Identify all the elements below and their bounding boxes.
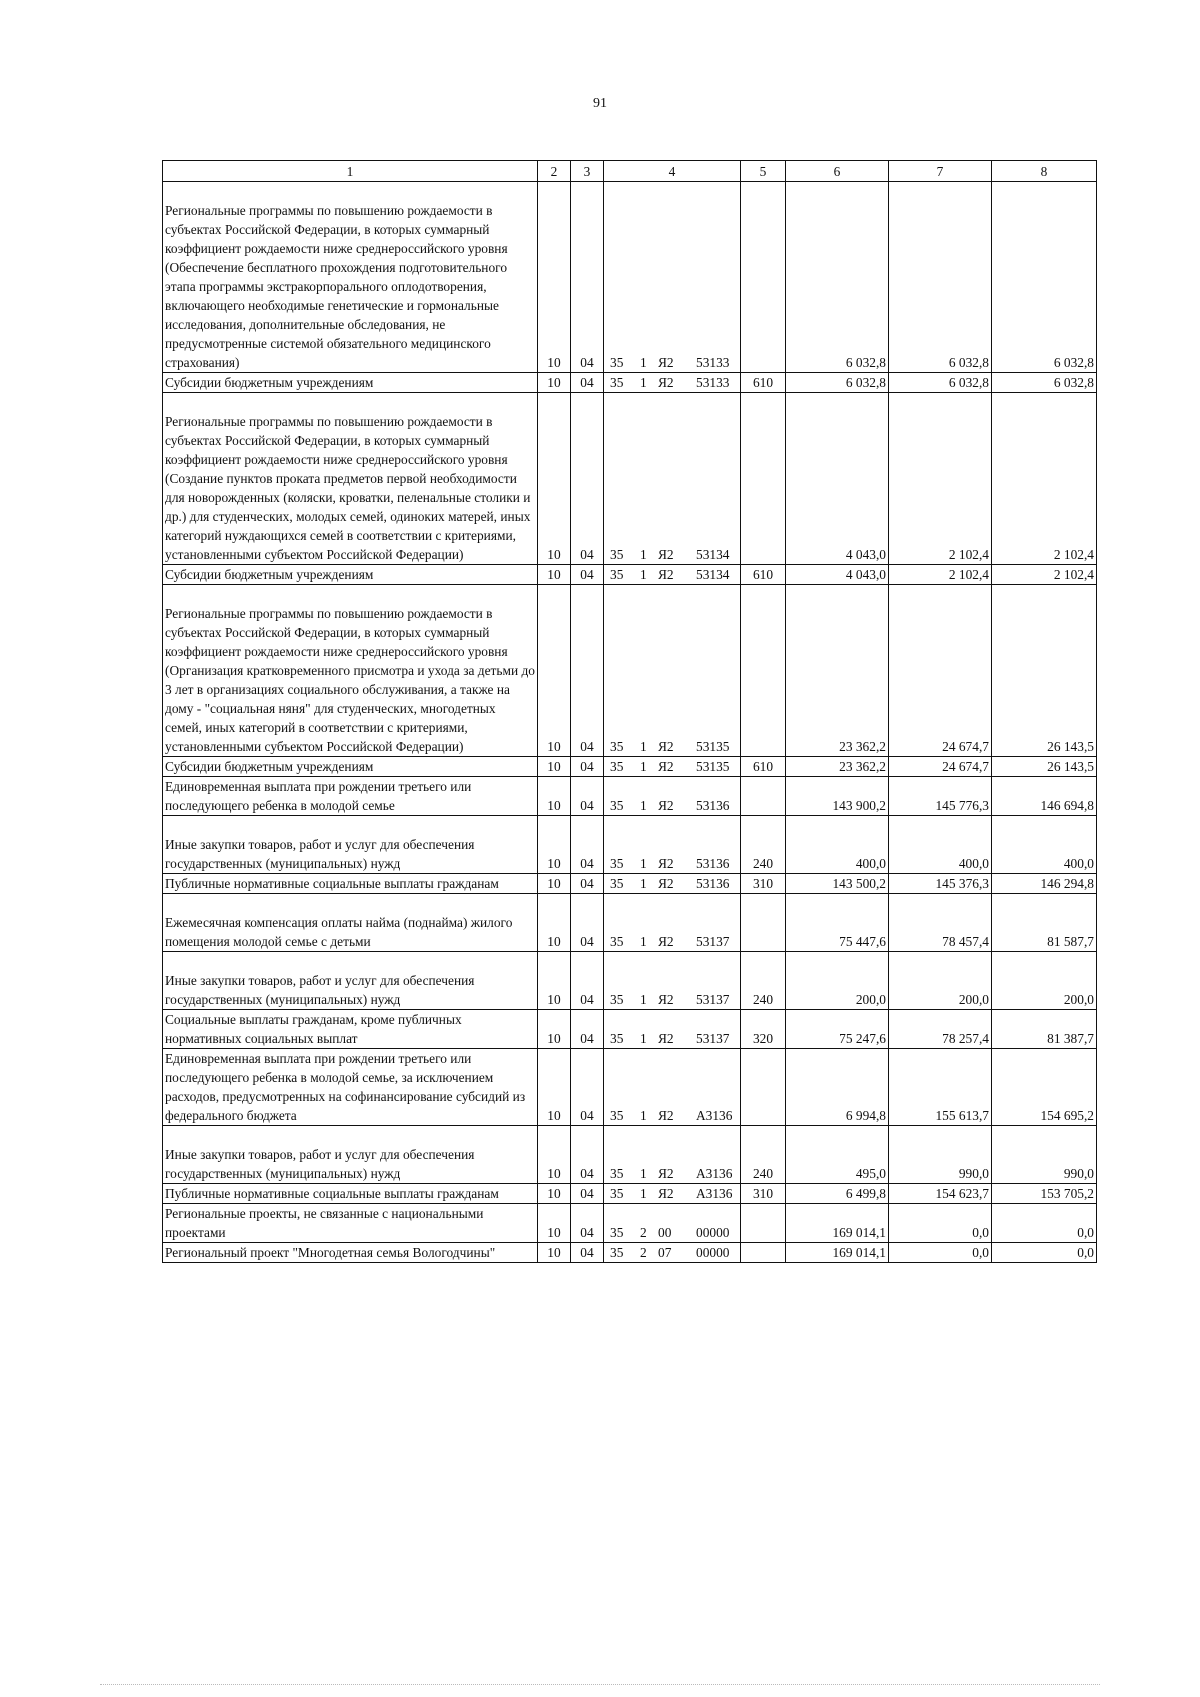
target-article-code	[604, 565, 741, 585]
subsection-code: 04	[571, 182, 604, 373]
amount-year-1: 169 014,1	[786, 1204, 889, 1243]
target-code-part: Я2	[658, 1031, 674, 1046]
row-label: Субсидии бюджетным учреждениям	[163, 373, 538, 393]
target-code-part: 1	[640, 375, 647, 390]
target-code-part: 35	[610, 1108, 624, 1123]
target-code-part: 53136	[696, 798, 730, 813]
row-label: Региональный проект "Многодетная семья Вологодчины"	[163, 1243, 538, 1263]
column-header: 5	[741, 161, 786, 182]
row-label: Региональные программы по повышению рождаемости в субъектах Российской Федерации, в которых суммарный коэффициент рождаемости ниже среднероссийского уровня (Создание пунктов проката предметов первой необходимости для новорожденных (коляски, кроватки, пеленальные столики и др.) для студенческих, молодых семей, одиноких матерей, иных категорий нуждающихся семей в соответствии с критериями, установленными субъектом Российской Федерации)	[163, 393, 538, 565]
amount-year-2: 400,0	[889, 816, 992, 874]
target-code-part: 1	[640, 1108, 647, 1123]
target-code-part: А3136	[696, 1166, 733, 1181]
table-row	[163, 585, 1097, 757]
table-row	[163, 1243, 1097, 1263]
subsection-code: 04	[571, 1010, 604, 1049]
amount-year-2: 24 674,7	[889, 757, 992, 777]
subsection-code: 04	[571, 1049, 604, 1126]
section-code: 10	[538, 1126, 571, 1184]
section-code: 10	[538, 894, 571, 952]
target-code-part: 35	[610, 759, 624, 774]
amount-year-1: 143 900,2	[786, 777, 889, 816]
target-code-part: 53134	[696, 547, 730, 562]
subsection-code: 04	[571, 777, 604, 816]
table-row	[163, 373, 1097, 393]
amount-year-1: 4 043,0	[786, 565, 889, 585]
amount-year-2: 78 257,4	[889, 1010, 992, 1049]
row-label: Иные закупки товаров, работ и услуг для обеспечения государственных (муниципальных) нужд	[163, 1126, 538, 1184]
target-article-code	[604, 1049, 741, 1126]
section-code: 10	[538, 585, 571, 757]
amount-year-1: 23 362,2	[786, 757, 889, 777]
subsection-code: 04	[571, 952, 604, 1010]
row-label: Ежемесячная компенсация оплаты найма (поднайма) жилого помещения молодой семье с детьми	[163, 894, 538, 952]
amount-year-3: 0,0	[992, 1243, 1097, 1263]
target-code-part: 00	[658, 1225, 672, 1240]
target-code-part: Я2	[658, 1108, 674, 1123]
expense-type-code: 610	[741, 565, 786, 585]
target-code-part: 1	[640, 876, 647, 891]
expense-type-code: 610	[741, 757, 786, 777]
table-row	[163, 565, 1097, 585]
amount-year-2: 0,0	[889, 1204, 992, 1243]
amount-year-2: 0,0	[889, 1243, 992, 1263]
table-row	[163, 1010, 1097, 1049]
table-row	[163, 777, 1097, 816]
target-article-code	[604, 757, 741, 777]
amount-year-1: 23 362,2	[786, 585, 889, 757]
column-header: 2	[538, 161, 571, 182]
amount-year-3: 200,0	[992, 952, 1097, 1010]
target-code-part: 53134	[696, 567, 730, 582]
target-code-part: 1	[640, 1166, 647, 1181]
subsection-code: 04	[571, 757, 604, 777]
amount-year-1: 75 247,6	[786, 1010, 889, 1049]
row-label: Единовременная выплата при рождении третьего или последующего ребенка в молодой семье, за исключением расходов, предусмотренных на софинансирование субсидий из федерального бюджета	[163, 1049, 538, 1126]
target-code-part: 35	[610, 1031, 624, 1046]
target-code-part: Я2	[658, 759, 674, 774]
amount-year-2: 2 102,4	[889, 393, 992, 565]
target-code-part: 1	[640, 1031, 647, 1046]
target-article-code	[604, 1204, 741, 1243]
target-code-part: 00000	[696, 1225, 730, 1240]
expense-type-code: 240	[741, 816, 786, 874]
section-code: 10	[538, 393, 571, 565]
target-article-code	[604, 816, 741, 874]
expense-type-code	[741, 393, 786, 565]
target-code-part: 53137	[696, 934, 730, 949]
subsection-code: 04	[571, 585, 604, 757]
row-label: Иные закупки товаров, работ и услуг для обеспечения государственных (муниципальных) нужд	[163, 816, 538, 874]
section-code: 10	[538, 874, 571, 894]
row-label: Региональные программы по повышению рождаемости в субъектах Российской Федерации, в которых суммарный коэффициент рождаемости ниже среднероссийского уровня (Организация кратковременного присмотра и ухода за детьми до 3 лет в организациях социального обслуживания, а также на дому - "социальная няня" для студенческих, многодетных семей, иных категорий в соответствии с критериями, установленными субъектом Российской Федерации)	[163, 585, 538, 757]
target-article-code	[604, 182, 741, 373]
amount-year-3: 2 102,4	[992, 393, 1097, 565]
expense-type-code: 310	[741, 874, 786, 894]
amount-year-1: 400,0	[786, 816, 889, 874]
target-code-part: 1	[640, 1186, 647, 1201]
column-header: 4	[604, 161, 741, 182]
amount-year-3: 6 032,8	[992, 182, 1097, 373]
expense-type-code: 610	[741, 373, 786, 393]
target-code-part: 53137	[696, 1031, 730, 1046]
target-code-part: 1	[640, 856, 647, 871]
table-row	[163, 1126, 1097, 1184]
target-article-code	[604, 585, 741, 757]
amount-year-2: 200,0	[889, 952, 992, 1010]
section-code: 10	[538, 816, 571, 874]
target-code-part: Я2	[658, 1166, 674, 1181]
target-code-part: 53136	[696, 876, 730, 891]
subsection-code: 04	[571, 565, 604, 585]
target-code-part: 53133	[696, 375, 730, 390]
amount-year-2: 145 776,3	[889, 777, 992, 816]
row-label: Региональные программы по повышению рождаемости в субъектах Российской Федерации, в которых суммарный коэффициент рождаемости ниже среднероссийского уровня (Обеспечение бесплатного прохождения подготовительного этапа программы экстракорпорального оплодотворения, включающего необходимые генетические и гормональные исследования, дополнительные обследования, не предусмотренные системой обязательного медицинского страхования)	[163, 182, 538, 373]
subsection-code: 04	[571, 393, 604, 565]
table-row	[163, 816, 1097, 874]
target-code-part: 1	[640, 739, 647, 754]
target-code-part: 07	[658, 1245, 672, 1260]
amount-year-3: 26 143,5	[992, 585, 1097, 757]
target-code-part: А3136	[696, 1186, 733, 1201]
section-code: 10	[538, 1010, 571, 1049]
target-code-part: 2	[640, 1245, 647, 1260]
header-row	[163, 161, 1097, 182]
row-label: Социальные выплаты гражданам, кроме публичных нормативных социальных выплат	[163, 1010, 538, 1049]
section-code: 10	[538, 952, 571, 1010]
amount-year-1: 169 014,1	[786, 1243, 889, 1263]
subsection-code: 04	[571, 1204, 604, 1243]
target-article-code	[604, 777, 741, 816]
target-code-part: Я2	[658, 992, 674, 1007]
amount-year-3: 146 294,8	[992, 874, 1097, 894]
amount-year-1: 200,0	[786, 952, 889, 1010]
section-code: 10	[538, 1243, 571, 1263]
target-code-part: 1	[640, 934, 647, 949]
target-code-part: 35	[610, 1186, 624, 1201]
amount-year-1: 6 994,8	[786, 1049, 889, 1126]
column-header: 8	[992, 161, 1097, 182]
amount-year-3: 26 143,5	[992, 757, 1097, 777]
column-header: 1	[163, 161, 538, 182]
expense-type-code: 240	[741, 1126, 786, 1184]
target-code-part: 53136	[696, 856, 730, 871]
amount-year-2: 6 032,8	[889, 182, 992, 373]
amount-year-2: 6 032,8	[889, 373, 992, 393]
amount-year-3: 81 587,7	[992, 894, 1097, 952]
section-code: 10	[538, 565, 571, 585]
row-label: Публичные нормативные социальные выплаты гражданам	[163, 1184, 538, 1204]
section-code: 10	[538, 1184, 571, 1204]
amount-year-3: 153 705,2	[992, 1184, 1097, 1204]
target-code-part: 1	[640, 547, 647, 562]
target-code-part: 35	[610, 355, 624, 370]
section-code: 10	[538, 373, 571, 393]
row-label: Единовременная выплата при рождении третьего или последующего ребенка в молодой семье	[163, 777, 538, 816]
page-number: 91	[593, 96, 607, 111]
target-code-part: 1	[640, 992, 647, 1007]
expense-type-code: 240	[741, 952, 786, 1010]
target-code-part: 1	[640, 798, 647, 813]
expense-type-code	[741, 182, 786, 373]
row-label: Публичные нормативные социальные выплаты гражданам	[163, 874, 538, 894]
amount-year-3: 146 694,8	[992, 777, 1097, 816]
subsection-code: 04	[571, 1243, 604, 1263]
table-row	[163, 1204, 1097, 1243]
target-code-part: 53135	[696, 759, 730, 774]
subsection-code: 04	[571, 1184, 604, 1204]
target-code-part: 1	[640, 567, 647, 582]
column-header: 6	[786, 161, 889, 182]
expense-type-code	[741, 894, 786, 952]
table-row	[163, 1184, 1097, 1204]
amount-year-2: 990,0	[889, 1126, 992, 1184]
amount-year-1: 143 500,2	[786, 874, 889, 894]
expense-type-code	[741, 1204, 786, 1243]
target-code-part: 35	[610, 739, 624, 754]
amount-year-1: 75 447,6	[786, 894, 889, 952]
target-article-code	[604, 894, 741, 952]
amount-year-3: 990,0	[992, 1126, 1097, 1184]
table-body	[163, 182, 1097, 1263]
table-row	[163, 874, 1097, 894]
amount-year-3: 81 387,7	[992, 1010, 1097, 1049]
column-header: 7	[889, 161, 992, 182]
target-code-part: А3136	[696, 1108, 733, 1123]
target-code-part: Я2	[658, 547, 674, 562]
target-code-part: 35	[610, 567, 624, 582]
target-code-part: 35	[610, 1245, 624, 1260]
target-code-part: 53137	[696, 992, 730, 1007]
expense-type-code	[741, 585, 786, 757]
target-code-part: 35	[610, 1166, 624, 1181]
target-code-part: Я2	[658, 798, 674, 813]
amount-year-3: 154 695,2	[992, 1049, 1097, 1126]
target-article-code	[604, 393, 741, 565]
amount-year-3: 6 032,8	[992, 373, 1097, 393]
subsection-code: 04	[571, 816, 604, 874]
amount-year-1: 4 043,0	[786, 393, 889, 565]
amount-year-2: 145 376,3	[889, 874, 992, 894]
table-row	[163, 1049, 1097, 1126]
target-article-code	[604, 1243, 741, 1263]
subsection-code: 04	[571, 1126, 604, 1184]
target-code-part: 35	[610, 798, 624, 813]
target-code-part: 35	[610, 856, 624, 871]
target-article-code	[604, 1010, 741, 1049]
amount-year-1: 6 499,8	[786, 1184, 889, 1204]
target-code-part: Я2	[658, 567, 674, 582]
target-code-part: 35	[610, 876, 624, 891]
subsection-code: 04	[571, 894, 604, 952]
target-code-part: 35	[610, 992, 624, 1007]
row-label: Иные закупки товаров, работ и услуг для обеспечения государственных (муниципальных) нужд	[163, 952, 538, 1010]
section-code: 10	[538, 1049, 571, 1126]
target-code-part: 1	[640, 759, 647, 774]
target-code-part: 35	[610, 547, 624, 562]
target-article-code	[604, 373, 741, 393]
row-label: Субсидии бюджетным учреждениям	[163, 565, 538, 585]
target-code-part: 53133	[696, 355, 730, 370]
budget-table	[162, 160, 1097, 1263]
amount-year-3: 400,0	[992, 816, 1097, 874]
target-article-code	[604, 874, 741, 894]
expense-type-code	[741, 1243, 786, 1263]
target-code-part: 00000	[696, 1245, 730, 1260]
amount-year-1: 6 032,8	[786, 182, 889, 373]
amount-year-3: 0,0	[992, 1204, 1097, 1243]
row-label: Субсидии бюджетным учреждениям	[163, 757, 538, 777]
target-code-part: 53135	[696, 739, 730, 754]
target-code-part: Я2	[658, 934, 674, 949]
expense-type-code	[741, 777, 786, 816]
section-code: 10	[538, 757, 571, 777]
amount-year-2: 155 613,7	[889, 1049, 992, 1126]
section-code: 10	[538, 777, 571, 816]
table-row	[163, 894, 1097, 952]
target-code-part: Я2	[658, 739, 674, 754]
expense-type-code: 310	[741, 1184, 786, 1204]
target-code-part: 35	[610, 934, 624, 949]
amount-year-2: 154 623,7	[889, 1184, 992, 1204]
amount-year-1: 495,0	[786, 1126, 889, 1184]
amount-year-1: 6 032,8	[786, 373, 889, 393]
column-header: 3	[571, 161, 604, 182]
table-row	[163, 393, 1097, 565]
amount-year-2: 24 674,7	[889, 585, 992, 757]
subsection-code: 04	[571, 874, 604, 894]
target-code-part: 35	[610, 1225, 624, 1240]
expense-type-code	[741, 1049, 786, 1126]
amount-year-2: 78 457,4	[889, 894, 992, 952]
table-row	[163, 757, 1097, 777]
target-code-part: Я2	[658, 856, 674, 871]
target-code-part: 2	[640, 1225, 647, 1240]
subsection-code: 04	[571, 373, 604, 393]
scan-noise	[100, 1684, 1100, 1687]
table-row	[163, 182, 1097, 373]
target-code-part: Я2	[658, 375, 674, 390]
amount-year-3: 2 102,4	[992, 565, 1097, 585]
target-article-code	[604, 1184, 741, 1204]
target-code-part: Я2	[658, 1186, 674, 1201]
amount-year-2: 2 102,4	[889, 565, 992, 585]
row-label: Региональные проекты, не связанные с национальными проектами	[163, 1204, 538, 1243]
target-code-part: Я2	[658, 876, 674, 891]
section-code: 10	[538, 182, 571, 373]
target-code-part: 1	[640, 355, 647, 370]
section-code: 10	[538, 1204, 571, 1243]
expense-type-code: 320	[741, 1010, 786, 1049]
table-row	[163, 952, 1097, 1010]
target-article-code	[604, 1126, 741, 1184]
target-code-part: Я2	[658, 355, 674, 370]
target-code-part: 35	[610, 375, 624, 390]
target-article-code	[604, 952, 741, 1010]
